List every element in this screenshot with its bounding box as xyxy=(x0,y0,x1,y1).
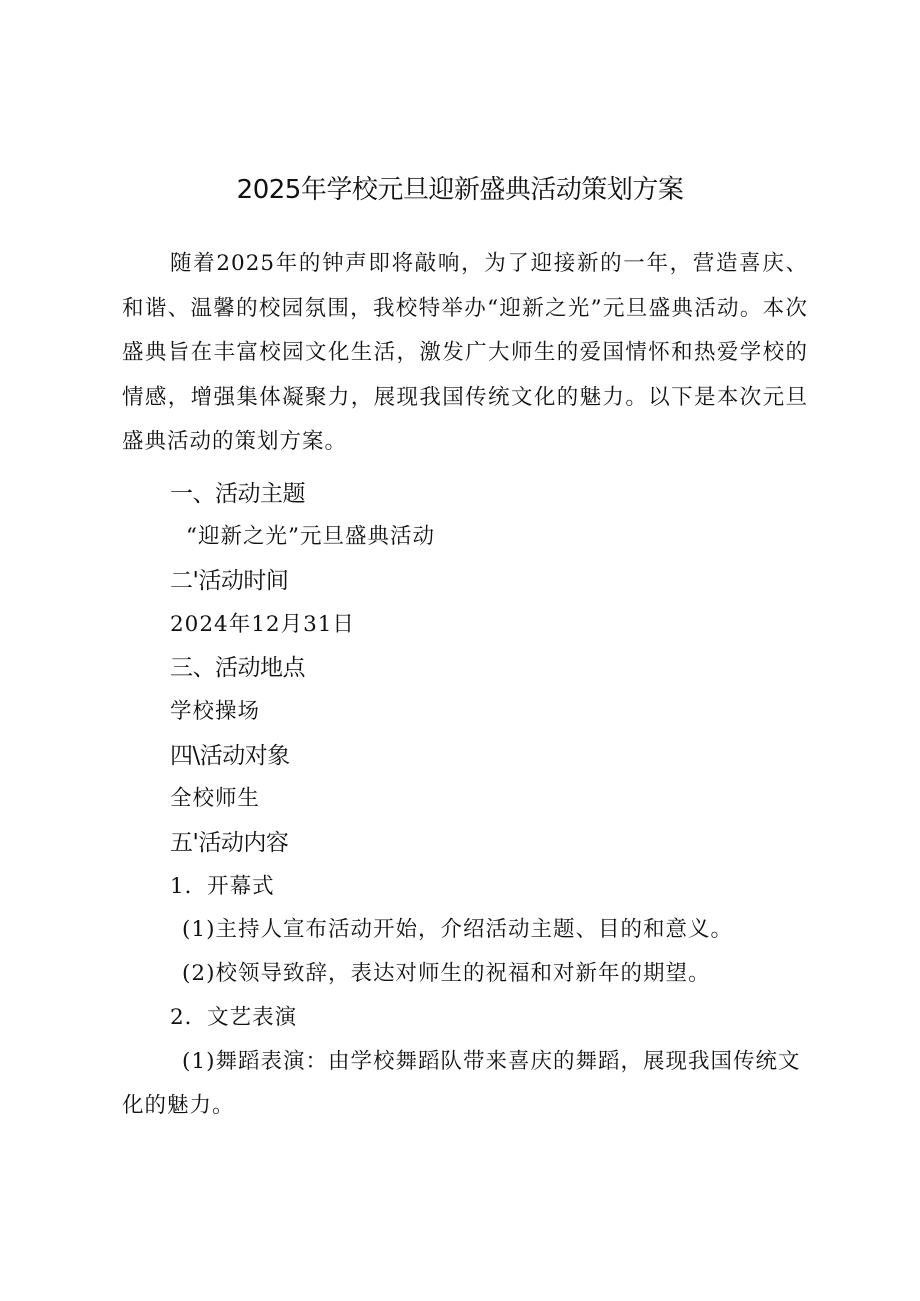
section-content-time: 2024年12月31日 xyxy=(170,612,355,637)
item-label-performance: 2．文艺表演 xyxy=(170,1005,298,1030)
item-opening-sub1: (1)主持人宣布活动开始，介绍活动主题、目的和意义。 xyxy=(182,917,733,942)
section-heading-location: 三、活动地点 xyxy=(170,655,305,681)
section-heading-time: 二'活动时间 xyxy=(170,568,289,594)
item-performance-sub1: (1)舞蹈表演：由学校舞蹈队带来喜庆的舞蹈，展现我国传统文化的魅力。 xyxy=(122,1049,801,1118)
item-opening-sub2: (2)校领导致辞，表达对师生的祝福和对新年的期望。 xyxy=(182,961,711,986)
section-content-audience: 全校师生 xyxy=(170,786,261,811)
intro-paragraph: 随着2025年的钟声即将敲响，为了迎接新的一年，营造喜庆、和谐、温馨的校园氛围，我校特举办“迎新之光”元旦盛典活动。本次盛典旨在丰富校园文化生活，激发广大师生的爱国情怀和热爱学校的情感，增强集体凝聚力，展现我国传统文化的魅力。以下是本次元旦盛典活动的策划方案。 xyxy=(122,251,808,454)
section-heading-content: 五'活动内容 xyxy=(170,830,289,856)
section-content-location: 学校操场 xyxy=(170,699,261,724)
section-heading-theme: 一、活动主题 xyxy=(170,481,305,507)
document-title: 2025年学校元旦迎新盛典活动策划方案 xyxy=(236,175,684,205)
item-label-opening: 1．开幕式 xyxy=(170,874,275,899)
section-heading-audience: 四\活动对象 xyxy=(170,743,290,769)
section-content-theme: “迎新之光”元旦盛典活动 xyxy=(186,524,435,549)
